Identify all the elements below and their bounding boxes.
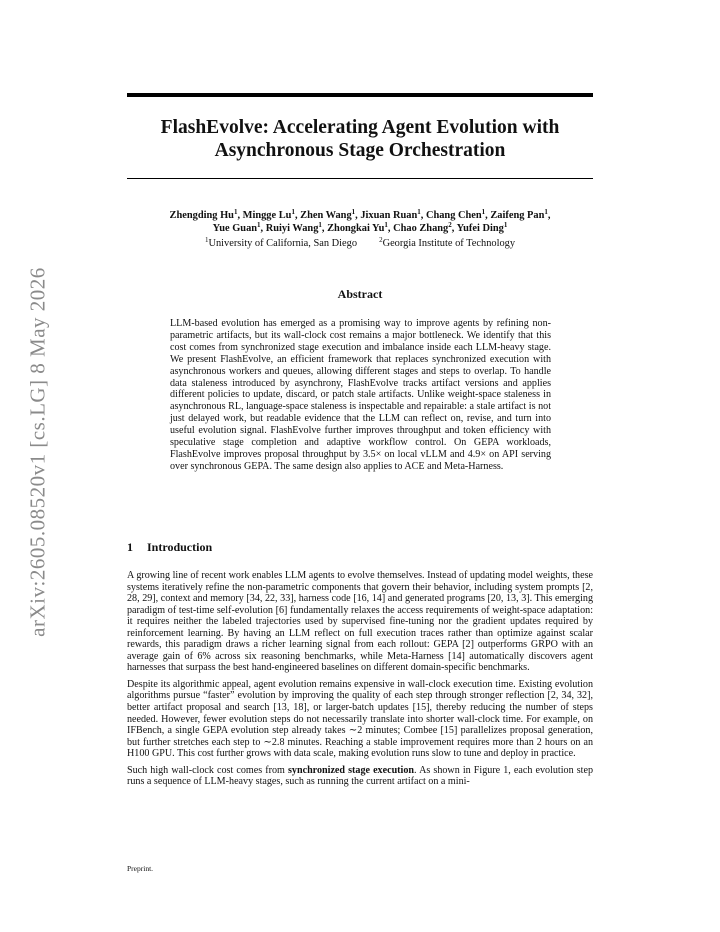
title-top-rule xyxy=(127,93,593,97)
author: Ruiyi Wang$^1$ xyxy=(265,220,322,234)
author: Zhen Wang$^1$ xyxy=(300,208,356,221)
author-line-1: Zhengding Hu$^1$, Mingge Lu$^1$, Zhen Wang$^1$, Jixuan Ruan$^1$, Chang Chen$^1$, Zaifeng Pan$^1$, xyxy=(169,208,551,221)
footer-note: Preprint. xyxy=(127,864,154,873)
author: Yufei Ding$^1$ xyxy=(456,220,508,234)
section-title: Introduction xyxy=(147,540,213,554)
author: Jixuan Ruan$^1$ xyxy=(360,208,421,221)
author: Chang Chen$^1$ xyxy=(425,208,486,221)
paragraph: Such high wall-clock cost comes from synchronized stage execution. As shown in Figure 1, each evolution step runs a sequence of LLM-heavy stages, such as running the current artifact on a mini- xyxy=(127,764,593,788)
author: Zaifeng Pan$^1$ xyxy=(490,208,548,221)
author: Zhongkai Yu$^1$ xyxy=(327,220,388,234)
section-number: 1 xyxy=(127,540,133,554)
arxiv-identifier-stamp: arXiv:2605.08520v1 [cs.LG] 8 May 2026 xyxy=(25,267,50,637)
author: Chao Zhang$^2$ xyxy=(393,220,452,234)
title-line-2: Asynchronous Stage Orchestration xyxy=(214,140,506,161)
affiliation: $^1$University of California, San Diego xyxy=(204,236,358,249)
abstract-text: LLM-based evolution has emerged as a promising way to improve agents by refining non-parametric artifacts, but its wall-clock cost remains a major bottleneck. We identify that this cost comes from synchronized stage execution and imbalance inside each LLM-heavy stage. We present FlashEvolve, an efficient framework that replaces synchronized execution with asynchronous workers and queues, allowing different stages and steps to overlap. To handle data staleness introduced by asynchrony, FlashEvolve tracks artifact versions and applies different policies to update, discard, or patch stale artifacts. Unlike weight-space staleness in asynchronous RL, language-space staleness is inspectable and repairable: a stale artifact is not just delayed work, but readable evidence that the LLM can reflect on, revise, and turn into useful evolution signal. FlashEvolve further improves throughput and token efficiency with speculative stage completion and adaptive workflow control. On GEPA workloads, FlashEvolve improves proposal throughput by 3.5× on local vLLM and 4.9× on API serving over synchronous GEPA. The same design also applies to ACE and Meta-Harness. xyxy=(170,318,551,472)
paper-title xyxy=(127,116,593,162)
author: Zhengding Hu$^1$ xyxy=(169,208,238,221)
author-line-2: Yue Guan$^1$, Ruiyi Wang$^1$, Zhongkai Yu$^1$, Chao Zhang$^2$, Yufei Ding$^1$ xyxy=(212,220,508,234)
emphasis: synchronized stage execution xyxy=(288,764,415,776)
author-list xyxy=(127,210,593,235)
author: Mingge Lu$^1$ xyxy=(242,208,295,221)
abstract-heading: Abstract xyxy=(337,287,383,301)
affiliations xyxy=(127,238,593,251)
paragraph: Despite its algorithmic appeal, agent evolution remains expensive in wall-clock execution time. Existing evolution algorithms pursue “faster” evolution by improving the quality of each step through stronger reflection [2, 34, 32], better artifact proposal and search [13, 18], or larger-batch updates [15], thereby reducing the number of steps needed. However, fewer evolution steps do not necessarily translate into shorter wall-clock time. For example, on IFBench, a single GEPA evolution step already takes ∼2 minutes; Combee [15] parallelizes proposal generation, but further stretches each step to ∼2.8 minutes. Reaching a stable improvement requires more than 2 hours on an H100 GPU. This cost further grows with data scale, making evolution runs slow to tune and deploy in practice. xyxy=(127,678,593,760)
author: Yue Guan$^1$ xyxy=(212,220,261,234)
section-body xyxy=(127,570,593,793)
section-heading xyxy=(127,540,593,555)
title-bottom-rule xyxy=(127,178,593,179)
affiliation: $^2$Georgia Institute of Technology xyxy=(379,236,516,249)
title-line-1: FlashEvolve: Accelerating Agent Evolution with xyxy=(160,117,560,138)
paragraph: A growing line of recent work enables LLM agents to evolve themselves. Instead of updating model weights, these systems iteratively refine the non-parametric components that govern their behavior, including system prompts [2, 28, 29], context and memory [34, 22, 33], harness code [16, 14] and generated programs [20, 13, 3]. This emerging paradigm of test-time self-evolution [6] fundamentally relaxes the access requirements of weight-space adaptation: it requires neither the labeled trajectories used by supervised fine-tuning nor the gradient updates required by reinforcement learning. By having an LLM reflect on full execution traces rather than optimize against scalar rewards, this paradigm draws a richer learning signal from each rollout: GEPA [2] outperforms GRPO with an average gain of 6% across six reasoning benchmarks, while Meta-Harness [14] automatically discovers agent harnesses that surpass the best hand-engineered baselines on different domain-specific benchmarks. xyxy=(127,570,593,674)
